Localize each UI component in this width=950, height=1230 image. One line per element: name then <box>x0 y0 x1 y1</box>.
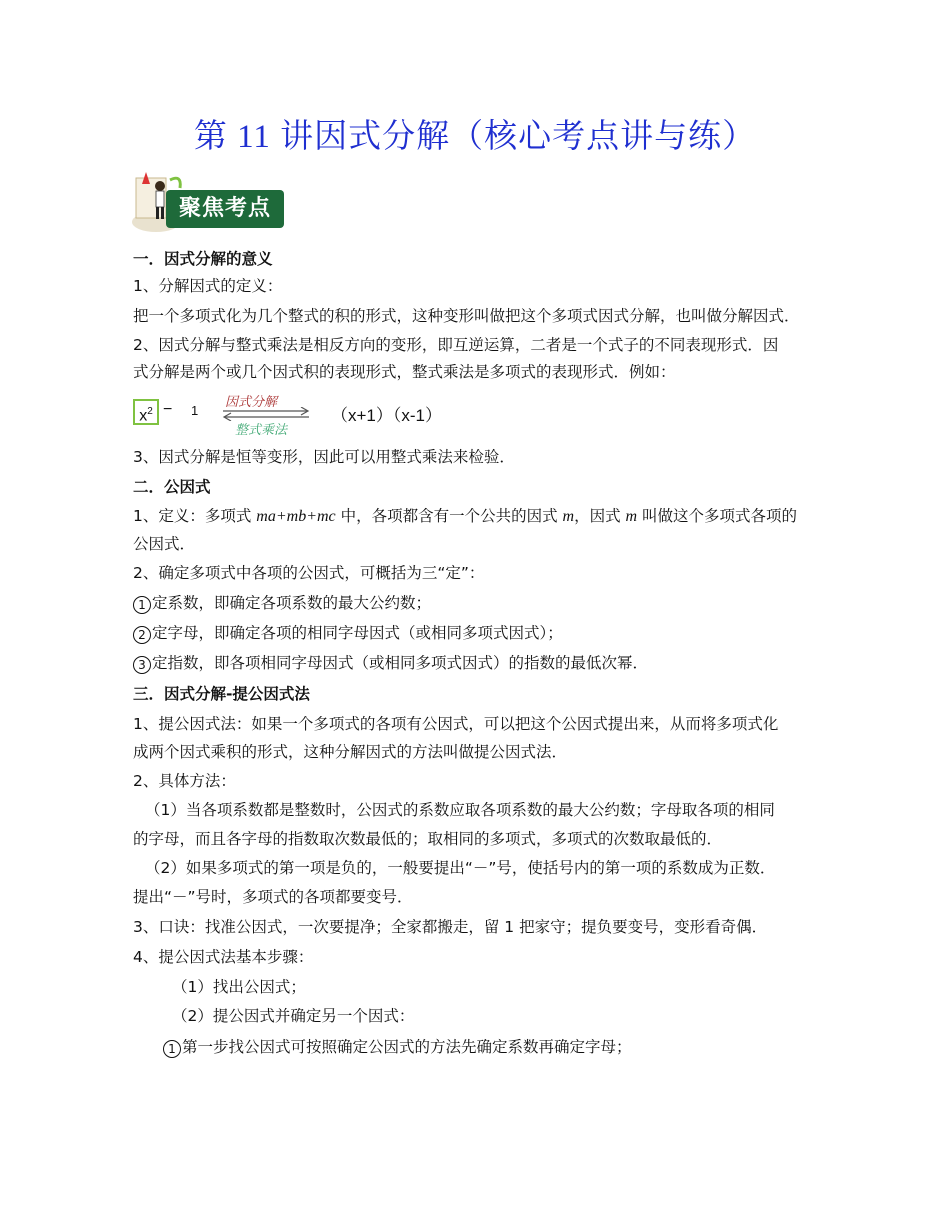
text-line: 的字母，而且各字母的指数取次数最低的；取相同的多项式，多项式的次数取最低的． <box>133 830 723 848</box>
text-line: （2）如果多项式的第一项是负的，一般要提出“－”号，使括号内的第一项的系数成为正数． <box>145 859 776 877</box>
text-line: 2、具体方法： <box>133 772 236 790</box>
text-line: 提出“－”号时，多项式的各项都要变号． <box>133 888 413 906</box>
circled-number: 3 <box>133 656 151 674</box>
section-heading: 二．公因式 <box>133 478 211 496</box>
text-line: 1、分解因式的定义： <box>133 277 283 295</box>
list-item: 1 定系数，即确定各项系数的最大公约数； <box>133 593 431 614</box>
text-line: 式分解是两个或几个因式积的表现形式，整式乘法是多项式的表现形式．例如： <box>133 363 676 381</box>
text-line: 2、确定多项式中各项的公因式，可概括为三“定”： <box>133 564 485 582</box>
text-line: （1）找出公因式； <box>172 978 306 996</box>
text-line: 1、定义：多项式 ma+mb+mc 中，各项都含有一个公共的因式 m，因式 m 叫做这个多项式各项的 <box>133 507 798 525</box>
list-item: 2 定字母，即确定各项的相同字母因式（或相同多项式因式）； <box>133 623 563 644</box>
circled-number: 2 <box>133 626 151 644</box>
formula-factors: （x+1）（x-1） <box>331 406 442 425</box>
circled-number: 1 <box>133 596 151 614</box>
list-item: 3 定指数，即各项相同字母因式（或相同多项式因式）的指数的最低次幂． <box>133 653 648 674</box>
arrow-label-multiply: 整式乘法 <box>235 423 288 438</box>
formula-minus: − <box>163 401 173 418</box>
text-line: 公因式． <box>133 535 196 553</box>
section-heading: 一．因式分解的意义 <box>133 250 273 268</box>
text-line: 成两个因式乘积的形式，这种分解因式的方法叫做提公因式法． <box>133 743 568 761</box>
arrow-label-factor: 因式分解 <box>225 395 278 410</box>
text-line: 2、因式分解与整式乘法是相反方向的变形，即互逆运算，二者是一个式子的不同表现形式．因 <box>133 336 779 354</box>
circled-number: 1 <box>163 1040 181 1058</box>
section-heading: 三．因式分解-提公因式法 <box>133 685 310 703</box>
section-badge <box>130 170 290 238</box>
list-item: 1 第一步找公因式可按照确定公因式的方法先确定系数再确定字母； <box>163 1037 632 1058</box>
formula-x-squared: $x^2$ <box>133 399 159 425</box>
text-line: 4、提公因式法基本步骤： <box>133 948 314 966</box>
text-line: 1、提公因式法：如果一个多项式的各项有公因式，可以把这个公因式提出来，从而将多项式化 <box>133 715 779 733</box>
text-line: 3、口诀：找准公因式，一次要提净；全家都搬走，留 1 把家守；提负要变号，变形看奇偶． <box>133 918 768 936</box>
text-line: 3、因式分解是恒等变形，因此可以用整式乘法来检验． <box>133 448 515 466</box>
badge-label: 聚焦考点 <box>166 190 284 228</box>
text-line: 把一个多项式化为几个整式的积的形式，这种变形叫做把这个多项式因式分解，也叫做分解因式． <box>133 307 800 325</box>
text-line: （1）当各项系数都是整数时，公因式的系数应取各项系数的最大公约数；字母取各项的相同 <box>145 801 775 819</box>
page-title: 第 11 讲因式分解（核心考点讲与练） <box>193 119 757 155</box>
formula-one: 1 <box>191 403 199 418</box>
factor-example-formula <box>133 395 453 439</box>
text-line: （2）提公因式并确定另一个因式： <box>172 1007 415 1025</box>
